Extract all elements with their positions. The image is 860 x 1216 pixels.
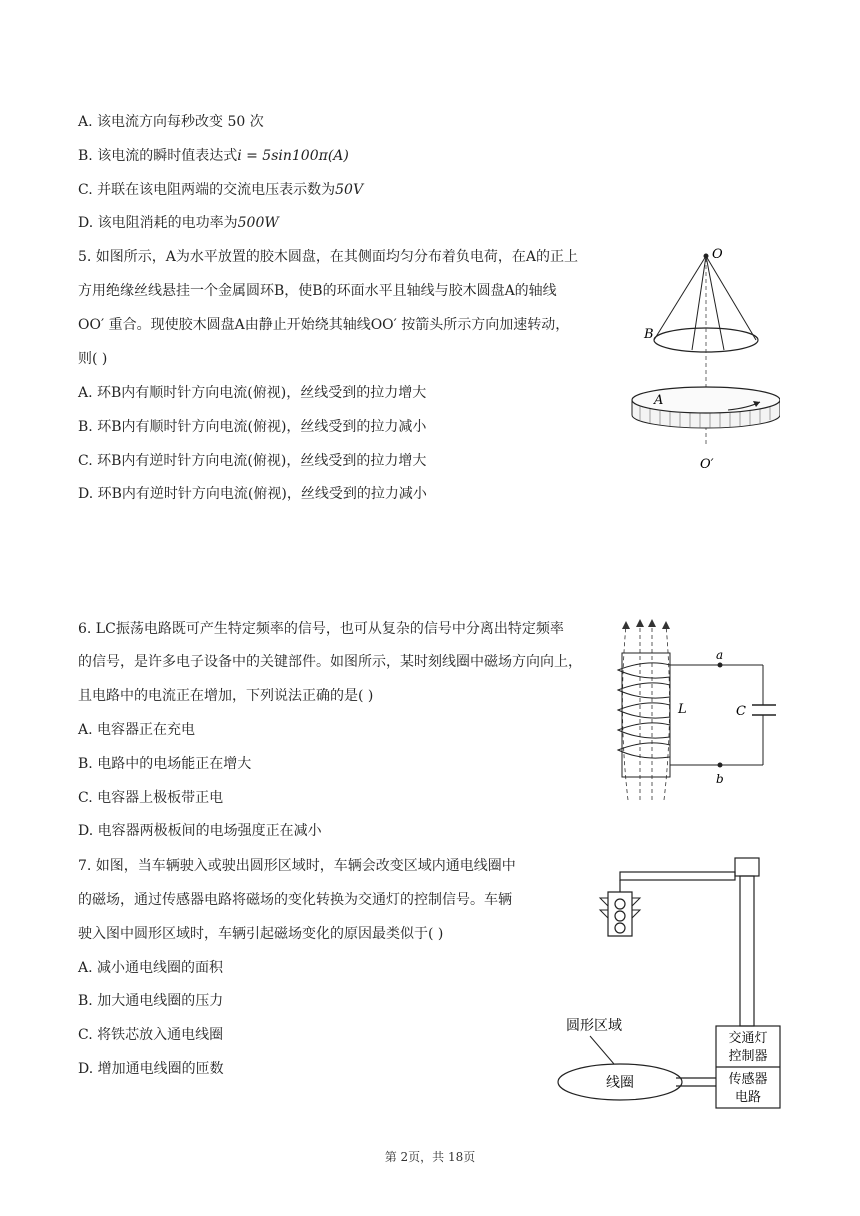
q5-stem-line-3: OO′ 重合。现使胶木圆盘A由静止开始绕其轴线OO′ 按箭头所示方向加速转动， — [78, 317, 570, 333]
q6-option-c: C. 电容器上极板带正电 — [78, 790, 224, 806]
q7-option-c: C. 将铁芯放入通电线圈 — [78, 1027, 224, 1043]
q7-label-circle-area: 圆形区域 — [566, 1018, 622, 1034]
q7-label-sensor-2: 电路 — [734, 1090, 762, 1105]
q4-option-d-text: D. 该电阻消耗的电功率为 — [78, 215, 238, 231]
q5-label-b: B — [644, 327, 654, 342]
q5-option-b: B. 环B内有顺时针方向电流(俯视)，丝线受到的拉力减小 — [78, 419, 427, 435]
q7-stem-line-3: 驶入图中圆形区域时，车辆引起磁场变化的原因最类似于( ) — [78, 926, 444, 942]
q7-label-coil: 线圈 — [606, 1075, 634, 1091]
q6-option-a: A. 电容器正在充电 — [78, 722, 196, 738]
q7-option-a: A. 减小通电线圈的面积 — [78, 960, 224, 976]
q5-label-a: A — [654, 393, 664, 408]
page-footer: 第 2页，共 18页 — [384, 1150, 476, 1164]
q7-figure-traffic-sensor — [550, 852, 790, 1114]
q5-stem-line-4: 则( ) — [78, 351, 108, 367]
q6-label-c: C — [736, 704, 746, 719]
q6-stem-line-2: 的信号，是许多电子设备中的关键部件。如图所示，某时刻线圈中磁场方向向上， — [78, 654, 582, 670]
q6-option-b: B. 电路中的电场能正在增大 — [78, 756, 252, 772]
q5-stem-line-2: 方用绝缘丝线悬挂一个金属圆环B，使B的环面水平且轴线与胶木圆盘A的轴线 — [78, 283, 557, 299]
q5-figure-disc-and-ring — [620, 240, 780, 480]
q5-option-d: D. 环B内有逆时针方向电流(俯视)，丝线受到的拉力减小 — [78, 486, 427, 502]
q4-option-b — [78, 146, 349, 166]
q6-label-l: L — [678, 702, 687, 717]
q5-option-a: A. 环B内有顺时针方向电流(俯视)，丝线受到的拉力增大 — [78, 385, 427, 401]
q4-option-a: A. 该电流方向每秒改变 50 次 — [78, 114, 264, 130]
q4-option-c-text: C. 并联在该电阻两端的交流电压表示数为 — [78, 182, 336, 198]
q7-label-sensor-1: 传感器 — [728, 1072, 768, 1087]
q4-option-b-text: B. 该电流的瞬时值表达式 — [78, 148, 238, 164]
q7-stem-line-1: 7. 如图，当车辆驶入或驶出圆形区域时，车辆会改变区域内通电线圈中 — [78, 858, 516, 874]
q5-label-o-prime: O′ — [700, 457, 714, 472]
q5-option-c: C. 环B内有逆时针方向电流(俯视)，丝线受到的拉力增大 — [78, 453, 427, 469]
q4-option-d-value: 500W — [237, 215, 279, 231]
q7-option-b: B. 加大通电线圈的压力 — [78, 993, 224, 1009]
q5-label-o: O — [712, 247, 723, 262]
q6-label-b: b — [716, 772, 724, 786]
q4-option-c-value: 50V — [335, 182, 364, 198]
q6-stem-line-1: 6. LC振荡电路既可产生特定频率的信号，也可从复杂的信号中分离出特定频率 — [78, 621, 564, 637]
q7-label-controller-2: 控制器 — [728, 1049, 768, 1064]
q4-option-b-formula: i = 5sin100π(A) — [237, 148, 349, 164]
q6-stem-line-3: 且电路中的电流正在增加，下列说法正确的是( ) — [78, 688, 374, 704]
q4-option-c — [78, 180, 363, 200]
q7-option-d: D. 增加通电线圈的匝数 — [78, 1061, 224, 1077]
q6-figure-lc-circuit — [608, 615, 783, 815]
q7-stem-line-2: 的磁场，通过传感器电路将磁场的变化转换为交通灯的控制信号。车辆 — [78, 892, 512, 908]
q5-stem-line-1: 5. 如图所示，A为水平放置的胶木圆盘，在其侧面均匀分布着负电荷，在A的正上 — [78, 249, 579, 265]
q7-label-controller-1: 交通灯 — [728, 1031, 768, 1046]
q6-label-a: a — [716, 648, 724, 662]
q4-option-d — [78, 213, 279, 233]
q6-option-d: D. 电容器两极板间的电场强度正在减小 — [78, 823, 322, 839]
